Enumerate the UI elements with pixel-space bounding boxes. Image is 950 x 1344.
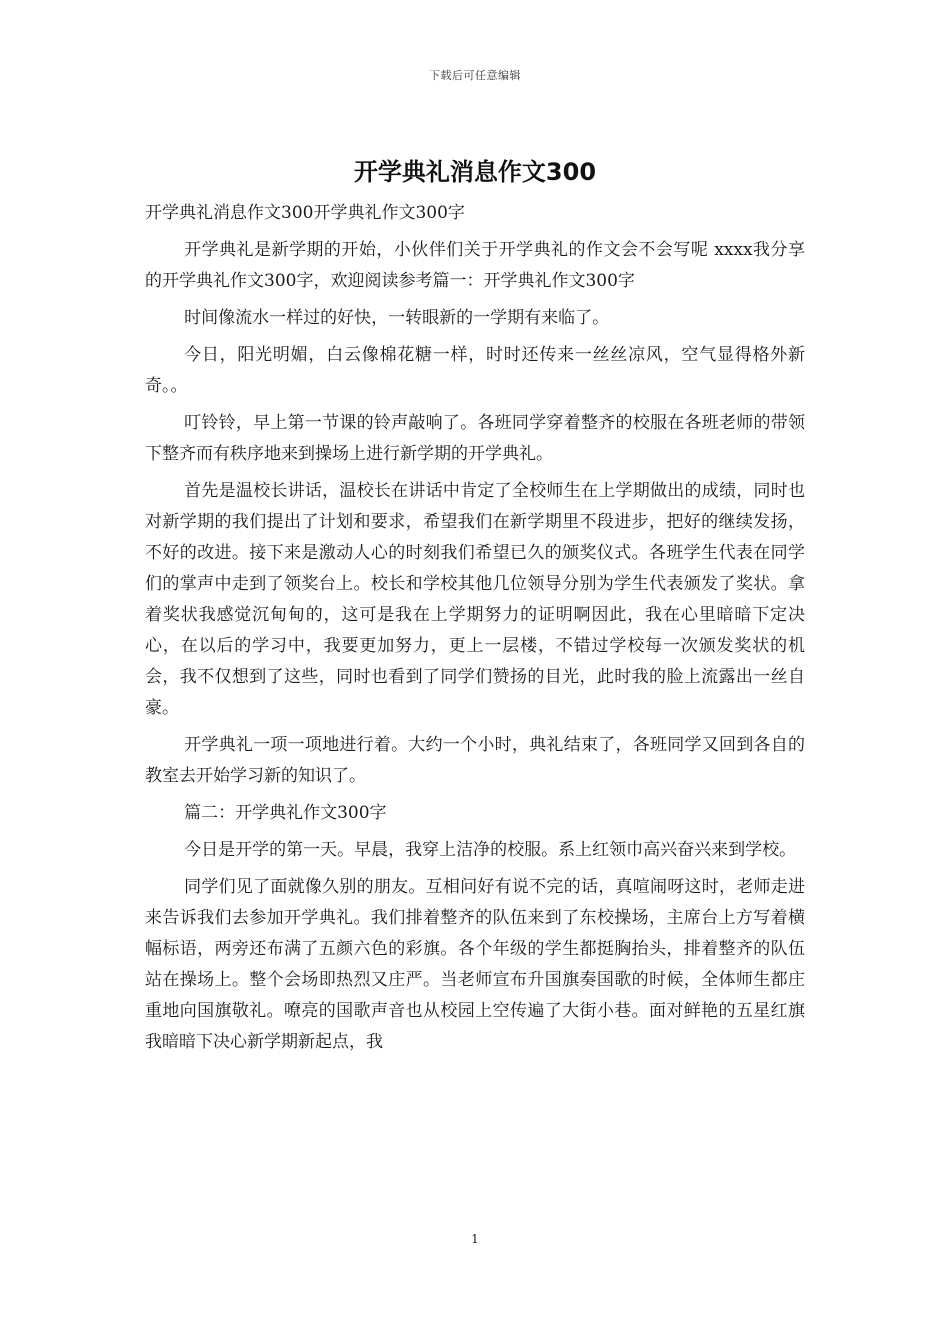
paragraph-intro: 开学典礼是新学期的开始，小伙伴们关于开学典礼的作文会不会写呢 xxxx我分享的开学典礼作文300字，欢迎阅读参考篇一：开学典礼作文300字 — [145, 240, 805, 291]
paragraph: 叮铃铃，早上第一节课的铃声敲响了。各班同学穿着整齐的校服在各班老师的带领下整齐而有秩序地来到操场上进行新学期的开学典礼。 — [145, 413, 805, 464]
paragraph: 今日是开学的第一天。早晨，我穿上洁净的校服。系上红领巾高兴奋兴来到学校。 — [184, 840, 797, 860]
document-body — [145, 198, 805, 1064]
paragraph: 时间像流水一样过的好快，一转眼新的一学期有来临了。 — [184, 308, 610, 328]
page-number: 1 — [471, 1232, 479, 1246]
paragraph: 首先是温校长讲话，温校长在讲话中肯定了全校师生在上学期做出的成绩，同时也对新学期的我们提出了计划和要求，希望我们在新学期里不段进步，把好的继续发扬，不好的改进。接下来是激动人心的时刻我们希望已久的颁奖仪式。各班学生代表在同学们的掌声中走到了领奖台上。校长和学校其他几位领导分别为学生代表颁发了奖状。拿着奖状我感觉沉甸甸的，这可是我在上学期努力的证明啊因此，我在心里暗暗下定决心，在以后的学习中，我要更加努力，更上一层楼，不错过学校每一次颁发奖状的机会，我不仅想到了这些，同时也看到了同学们赞扬的目光，此时我的脸上流露出一丝自豪。 — [145, 481, 805, 718]
header-note: 下载后可任意编辑 — [429, 69, 521, 82]
paragraph: 今日，阳光明媚，白云像棉花糖一样，时时还传来一丝丝凉风，空气显得格外新奇。。 — [145, 345, 805, 396]
document-title: 开学典礼消息作文300 — [353, 158, 597, 186]
section-heading: 篇二：开学典礼作文300字 — [184, 803, 387, 823]
paragraph-subtitle: 开学典礼消息作文300开学典礼作文300字 — [145, 203, 465, 223]
paragraph: 开学典礼一项一项地进行着。大约一个小时，典礼结束了，各班同学又回到各自的教室去开始学习新的知识了。 — [145, 735, 805, 786]
paragraph: 同学们见了面就像久别的朋友。互相问好有说不完的话，真喧闹呀这时，老师走进来告诉我们去参加开学典礼。我们排着整齐的队伍来到了东校操场，主席台上方写着横幅标语，两旁还布满了五颜六色的彩旗。各个年级的学生都挺胸抬头，排着整齐的队伍站在操场上。整个会场即热烈又庄严。当老师宣布升国旗奏国歌的时候，全体师生都庄重地向国旗敬礼。嘹亮的国歌声音也从校园上空传遍了大街小巷。面对鲜艳的五星红旗我暗暗下决心新学期新起点，我 — [145, 877, 805, 1052]
